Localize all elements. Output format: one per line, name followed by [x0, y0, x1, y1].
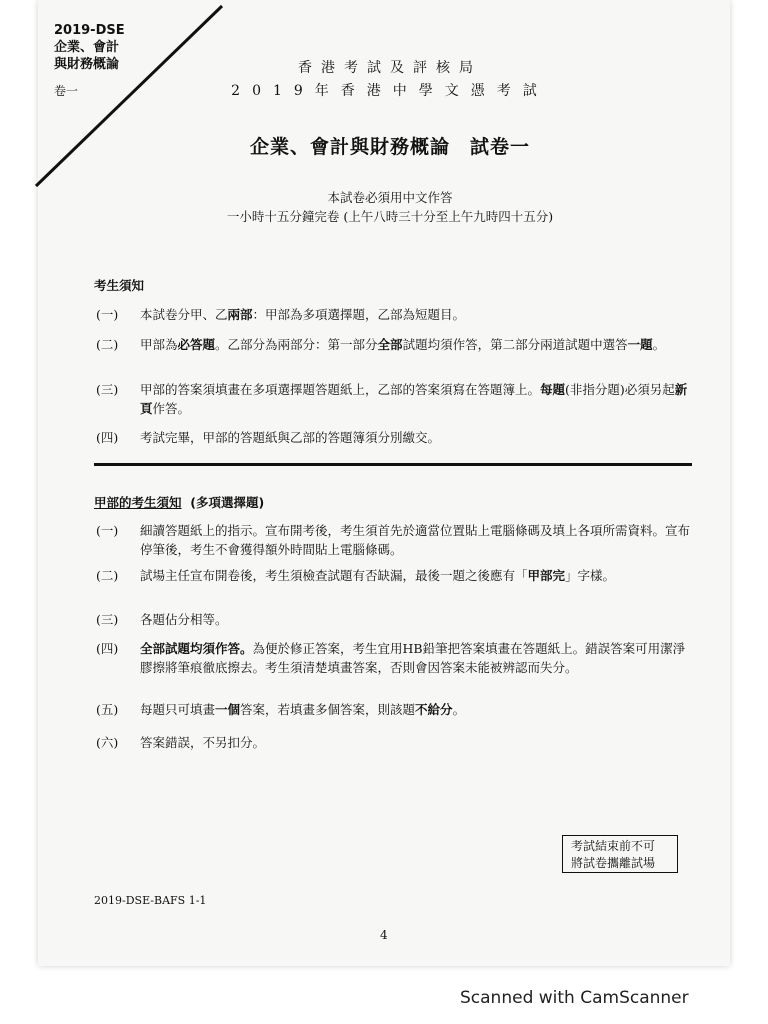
notice-line-2: 將試卷攜離試場 — [571, 856, 656, 870]
item-number: (五) — [96, 702, 119, 717]
item-bold-text: 新頁 — [140, 382, 688, 416]
general-item — [96, 305, 690, 324]
section-divider — [94, 463, 692, 466]
notice-box — [562, 835, 678, 873]
section-a-heading-title: 甲部的考生須知 — [94, 495, 182, 510]
item-text: 。 — [452, 702, 466, 717]
authority-name: 香港考試及評核局 — [298, 60, 482, 76]
language-note: 本試卷必須用中文作答 — [327, 190, 453, 205]
item-text: 本試卷分甲、乙 — [140, 307, 228, 322]
exam-name: 2019年香港中學文憑考試 — [231, 83, 549, 99]
item-number: (三) — [96, 612, 119, 627]
item-number: (一) — [96, 523, 119, 538]
corner-year: 2019-DSE — [54, 23, 125, 38]
paper-title: 企業、會計與財務概論 試卷一 — [249, 136, 530, 158]
corner-subject-2: 與財務概論 — [54, 57, 120, 72]
page-number: 4 — [380, 928, 388, 942]
section-a-item — [96, 700, 690, 719]
paper-code: 2019-DSE-BAFS 1-1 — [94, 894, 207, 907]
item-text: 每題只可填畫 — [140, 702, 216, 717]
time-note: 一小時十五分鐘完卷 (上午八時三十分至上午九時四十五分) — [226, 209, 554, 224]
item-text: 。 — [652, 337, 666, 352]
notice-line-1: 考試結束前不可 — [571, 839, 656, 853]
item-bold-text: 不給分 — [415, 702, 453, 717]
item-bold-text: 兩部 — [227, 307, 253, 322]
item-number: (六) — [96, 735, 119, 750]
item-number: (二) — [96, 337, 119, 352]
item-text: 各題佔分相等。 — [140, 612, 228, 627]
section-a-item — [96, 610, 690, 629]
item-text: 答案，若填畫多個答案，則該題 — [240, 702, 416, 717]
general-instructions-heading: 考生須知 — [94, 278, 145, 293]
item-number: (二) — [96, 568, 119, 583]
item-bold-text: 甲部完 — [527, 568, 566, 583]
item-bold-text: 一題 — [627, 337, 653, 352]
item-text: (非指分題)必須另起 — [565, 382, 675, 397]
item-bold-text: 必答題 — [177, 337, 216, 352]
item-bold-text: 全部 — [377, 337, 403, 352]
general-item — [96, 428, 690, 447]
item-text: 作答。 — [152, 401, 191, 416]
item-text: ：甲部為多項選擇題，乙部為短題目。 — [252, 307, 466, 322]
item-text: 甲部為 — [140, 337, 178, 352]
item-text: 答案錯誤，不另扣分。 — [140, 735, 266, 750]
item-text: 試題均須作答，第二部分兩道試題中選答 — [402, 337, 628, 352]
section-a-item — [96, 521, 690, 559]
corner-paper: 卷一 — [54, 84, 79, 98]
general-item — [96, 335, 690, 354]
corner-subject-1: 企業、會計 — [54, 40, 120, 55]
corner-label — [54, 22, 125, 100]
item-text: 為便於修正答案，考生宜用HB鉛筆把答案填畫在答題紙上。錯誤答案可用潔淨膠擦將筆痕徹底擦去。考生須清楚填畫答案，否則會因答案未能被辨認而失分。 — [140, 641, 686, 675]
item-text: 。乙部分為兩部分：第一部分 — [215, 337, 378, 352]
item-text: 考試完畢，甲部的答題紙與乙部的答題簿須分別繳交。 — [140, 430, 441, 445]
item-bold-text: 一個 — [215, 702, 241, 717]
scanner-watermark: Scanned with CamScanner — [460, 988, 689, 1008]
item-text: 」字樣。 — [565, 568, 616, 583]
item-text: 細讀答題紙上的指示。宣布開考後，考生須首先於適當位置貼上電腦條碼及填上各項所需資料。宣布停筆後，考生不會獲得額外時間貼上電腦條碼。 — [140, 523, 691, 557]
item-text: 試場主任宣布開卷後，考生須檢查試題有否缺漏，最後一題之後應有「 — [140, 568, 528, 583]
general-item — [96, 380, 690, 418]
item-number: (一) — [96, 307, 119, 322]
section-a-heading-suffix: (多項選擇題) — [190, 495, 265, 510]
section-a-item — [96, 566, 690, 585]
item-bold-text: 全部試題均須作答。 — [140, 641, 253, 656]
item-bold-text: 每題 — [540, 382, 566, 397]
item-number: (三) — [96, 382, 119, 397]
section-a-heading — [94, 493, 264, 511]
item-text: 甲部的答案須填畫在多項選擇題答題紙上，乙部的答案須寫在答題簿上。 — [140, 382, 541, 397]
item-number: (四) — [96, 430, 119, 445]
section-a-item — [96, 639, 690, 677]
section-a-item — [96, 733, 690, 752]
item-number: (四) — [96, 641, 119, 656]
